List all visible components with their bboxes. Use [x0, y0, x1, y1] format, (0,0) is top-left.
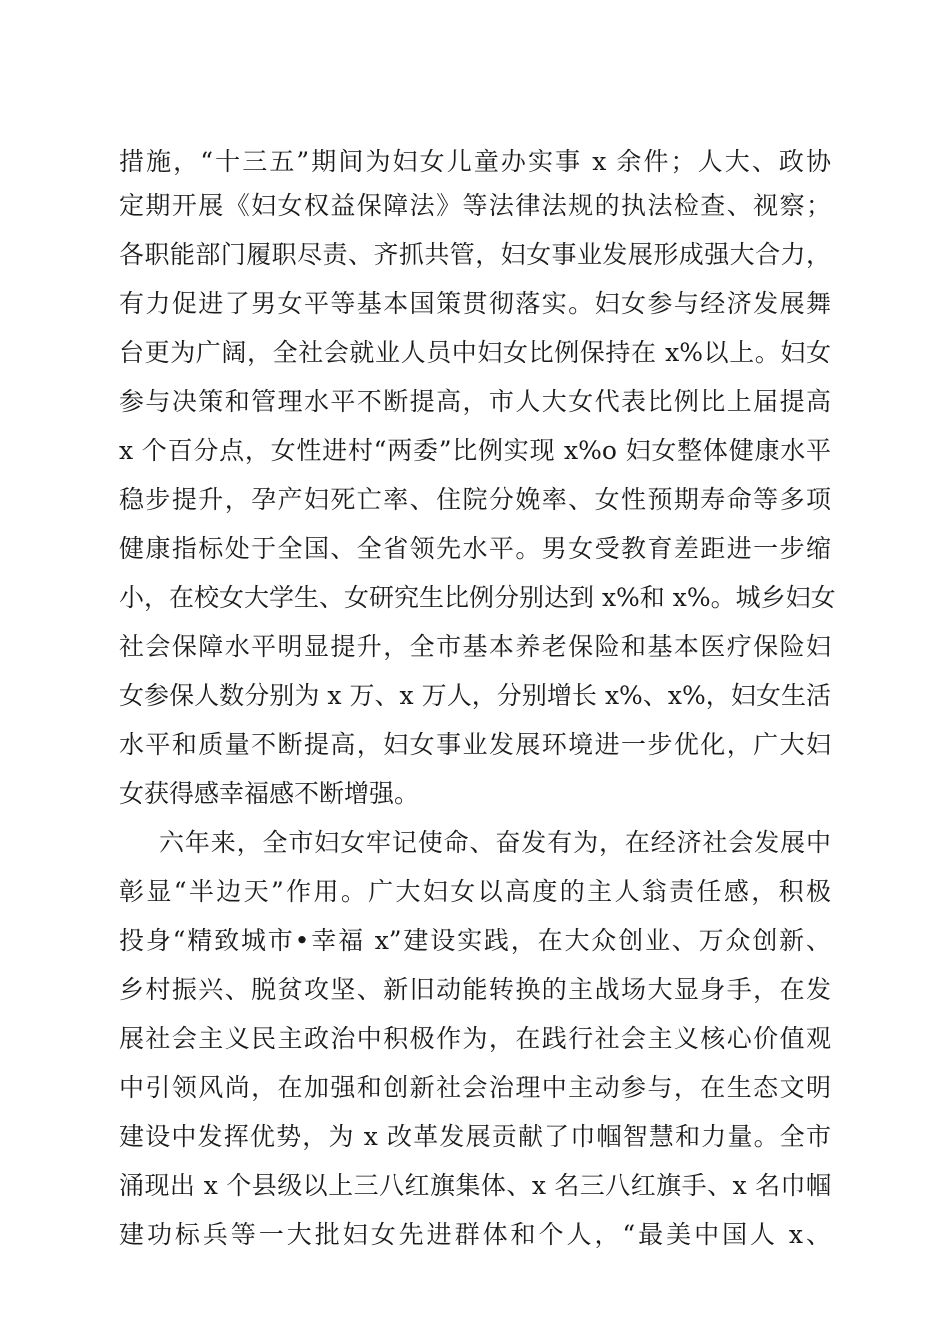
paragraph-1-line-2: 定期开展《妇女权益保障法》等法律法规的执法检查、视察； — [119, 191, 831, 220]
paragraph-2-line-4: 乡村振兴、脱贫攻坚、新旧动能转换的主战场大显身手，在发 — [119, 975, 831, 1004]
paragraph-2-line-7: 建设中发挥优势，为 x 改革发展贡献了巾帼智慧和力量。全市 — [119, 1122, 831, 1151]
paragraph-2-line-5: 展社会主义民主政治中积极作为，在践行社会主义核心价值观 — [119, 1024, 831, 1053]
paragraph-1-line-11: 社会保障水平明显提升，全市基本养老保险和基本医疗保险妇 — [119, 632, 831, 661]
paragraph-1-line-9: 健康指标处于全国、全省领先水平。男女受教育差距进一步缩 — [119, 534, 831, 563]
paragraph-1-line-10: 小，在校女大学生、女研究生比例分别达到 x%和 x%。城乡妇女 — [119, 583, 836, 612]
paragraph-1-line-5: 台更为广阔，全社会就业人员中妇女比例保持在 x%以上。妇女 — [119, 338, 831, 367]
paragraph-1-line-8: 稳步提升，孕产妇死亡率、住院分娩率、女性预期寿命等多项 — [119, 485, 831, 514]
paragraph-1-line-7: x 个百分点，女性进村“两委”比例实现 x%o 妇女整体健康水平 — [119, 436, 831, 465]
paragraph-1-line-1: 措施，“十三五”期间为妇女儿童办实事 x 余件；人大、政协 — [119, 147, 831, 176]
paragraph-2-line-1: 六年来，全市妇女牢记使命、奋发有为，在经济社会发展中 — [159, 828, 831, 857]
paragraph-1-line-3: 各职能部门履职尽责、齐抓共管，妇女事业发展形成强大合力， — [119, 240, 831, 269]
paragraph-1-line-6: 参与决策和管理水平不断提高，市人大女代表比例比上届提高 — [119, 387, 831, 416]
paragraph-2-line-2: 彰显“半边天”作用。广大妇女以高度的主人翁责任感，积极 — [119, 877, 831, 906]
paragraph-2-line-8: 涌现出 x 个县级以上三八红旗集体、x 名三八红旗手、x 名巾帼 — [119, 1171, 831, 1200]
paragraph-2-line-3: 投身“精致城市•幸福 x”建设实践，在大众创业、万众创新、 — [119, 926, 831, 955]
paragraph-1-line-4: 有力促进了男女平等基本国策贯彻落实。妇女参与经济发展舞 — [119, 289, 831, 318]
paragraph-1-line-13: 水平和质量不断提高，妇女事业发展环境进一步优化，广大妇 — [119, 730, 831, 759]
paragraph-2-line-9: 建功标兵等一大批妇女先进群体和个人，“最美中国人 x、 — [119, 1220, 831, 1249]
paragraph-2-line-6: 中引领风尚，在加强和创新社会治理中主动参与，在生态文明 — [119, 1073, 831, 1102]
paragraph-1-line-12: 女参保人数分别为 x 万、x 万人，分别增长 x%、x%，妇女生活 — [119, 681, 831, 710]
paragraph-1-line-14: 女获得感幸福感不断增强。 — [119, 779, 420, 808]
